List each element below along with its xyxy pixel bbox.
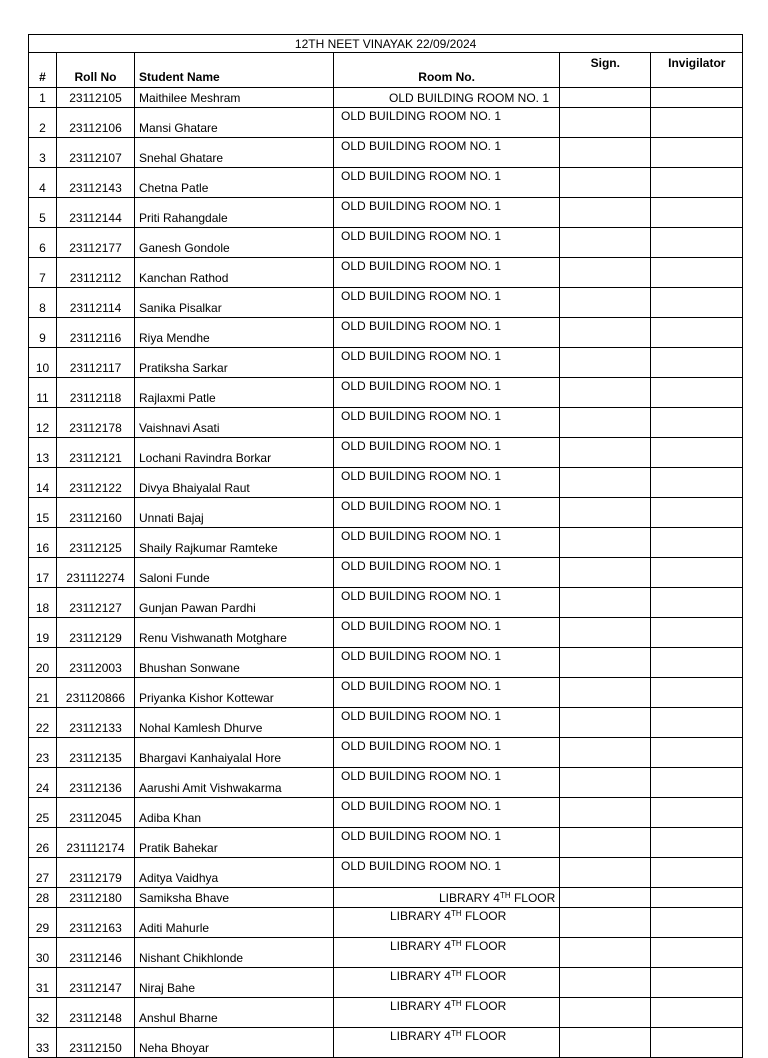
room-label-ordinal: TH — [499, 890, 511, 900]
header-invigilator: Invigilator — [651, 53, 743, 88]
row-number: 2 — [29, 108, 57, 138]
table-row — [29, 888, 743, 908]
room-label-ordinal: TH — [450, 909, 462, 918]
room-label-prefix: LIBRARY 4 — [390, 969, 451, 983]
sign-cell — [560, 378, 651, 408]
row-number: 32 — [29, 998, 57, 1028]
sign-cell — [560, 498, 651, 528]
roll-no: 23112178 — [57, 408, 135, 438]
table-row — [29, 498, 743, 528]
sign-cell — [560, 138, 651, 168]
table-row — [29, 348, 743, 378]
sign-cell — [560, 408, 651, 438]
invigilator-cell — [651, 528, 743, 558]
room-label: OLD BUILDING ROOM NO. 1 — [341, 619, 502, 633]
sign-cell — [560, 618, 651, 648]
room-no — [334, 258, 560, 288]
sign-cell — [560, 528, 651, 558]
row-number: 15 — [29, 498, 57, 528]
sign-cell — [560, 258, 651, 288]
row-number: 27 — [29, 858, 57, 888]
row-number: 10 — [29, 348, 57, 378]
table-row — [29, 968, 743, 998]
room-no — [334, 1028, 560, 1058]
room-no — [334, 348, 560, 378]
roll-no: 231112174 — [57, 828, 135, 858]
invigilator-cell — [651, 198, 743, 228]
sign-cell — [560, 228, 651, 258]
sign-cell — [560, 738, 651, 768]
student-name: Nishant Chikhlonde — [135, 938, 334, 968]
roll-no: 23112117 — [57, 348, 135, 378]
row-number: 5 — [29, 198, 57, 228]
table-row — [29, 938, 743, 968]
row-number: 8 — [29, 288, 57, 318]
sign-cell — [560, 1028, 651, 1058]
room-no — [334, 138, 560, 168]
invigilator-cell — [651, 138, 743, 168]
sign-cell — [560, 828, 651, 858]
roll-no: 23112148 — [57, 998, 135, 1028]
table-row — [29, 318, 743, 348]
room-label-suffix: FLOOR — [461, 969, 507, 983]
row-number: 28 — [29, 888, 57, 908]
table-row — [29, 618, 743, 648]
roll-no: 23112045 — [57, 798, 135, 828]
room-no — [334, 228, 560, 258]
row-number: 18 — [29, 588, 57, 618]
student-name: Bhargavi Kanhaiyalal Hore — [135, 738, 334, 768]
roll-no: 23112150 — [57, 1028, 135, 1058]
row-number: 19 — [29, 618, 57, 648]
invigilator-cell — [651, 288, 743, 318]
table-row — [29, 88, 743, 108]
sign-cell — [560, 468, 651, 498]
row-number: 33 — [29, 1028, 57, 1058]
roll-no: 23112180 — [57, 888, 135, 908]
table-row — [29, 588, 743, 618]
roll-no: 23112179 — [57, 858, 135, 888]
row-number: 23 — [29, 738, 57, 768]
invigilator-cell — [651, 708, 743, 738]
student-name: Riya Mendhe — [135, 318, 334, 348]
table-row — [29, 378, 743, 408]
roll-no: 23112136 — [57, 768, 135, 798]
table-row — [29, 468, 743, 498]
row-number: 6 — [29, 228, 57, 258]
student-name: Mansi Ghatare — [135, 108, 334, 138]
roll-no: 23112118 — [57, 378, 135, 408]
invigilator-cell — [651, 968, 743, 998]
room-no — [334, 558, 560, 588]
invigilator-cell — [651, 828, 743, 858]
invigilator-cell — [651, 798, 743, 828]
roll-no: 23112163 — [57, 908, 135, 938]
student-name: Snehal Ghatare — [135, 138, 334, 168]
room-label-ordinal: TH — [450, 1029, 462, 1038]
room-label: OLD BUILDING ROOM NO. 1 — [341, 799, 502, 813]
room-label: OLD BUILDING ROOM NO. 1 — [341, 169, 502, 183]
roll-no: 23112116 — [57, 318, 135, 348]
title-row — [29, 35, 743, 53]
room-no — [334, 888, 560, 908]
table-row — [29, 708, 743, 738]
row-number: 17 — [29, 558, 57, 588]
header-roll-no: Roll No — [57, 53, 135, 88]
invigilator-cell — [651, 738, 743, 768]
sign-cell — [560, 768, 651, 798]
row-number: 4 — [29, 168, 57, 198]
room-label: OLD BUILDING ROOM NO. 1 — [341, 229, 502, 243]
student-name: Priti Rahangdale — [135, 198, 334, 228]
header-row — [29, 53, 743, 88]
student-name: Ganesh Gondole — [135, 228, 334, 258]
room-no — [334, 618, 560, 648]
student-name: Nohal Kamlesh Dhurve — [135, 708, 334, 738]
student-name: Lochani Ravindra Borkar — [135, 438, 334, 468]
room-no — [334, 408, 560, 438]
invigilator-cell — [651, 938, 743, 968]
student-name: Chetna Patle — [135, 168, 334, 198]
table-row — [29, 138, 743, 168]
student-name: Neha Bhoyar — [135, 1028, 334, 1058]
room-label-suffix: FLOOR — [510, 890, 556, 905]
room-no — [334, 738, 560, 768]
student-name: Saloni Funde — [135, 558, 334, 588]
roll-no: 23112106 — [57, 108, 135, 138]
invigilator-cell — [651, 648, 743, 678]
invigilator-cell — [651, 768, 743, 798]
row-number: 1 — [29, 88, 57, 108]
sign-cell — [560, 708, 651, 738]
sign-cell — [560, 908, 651, 938]
sign-cell — [560, 108, 651, 138]
room-no — [334, 968, 560, 998]
room-no — [334, 108, 560, 138]
row-number: 16 — [29, 528, 57, 558]
room-label: OLD BUILDING ROOM NO. 1 — [341, 379, 502, 393]
room-no — [334, 528, 560, 558]
table-row — [29, 528, 743, 558]
invigilator-cell — [651, 88, 743, 108]
sign-cell — [560, 998, 651, 1028]
roll-no: 23112135 — [57, 738, 135, 768]
invigilator-cell — [651, 318, 743, 348]
roll-no: 23112177 — [57, 228, 135, 258]
sign-cell — [560, 858, 651, 888]
table-row — [29, 108, 743, 138]
room-no — [334, 378, 560, 408]
row-number: 31 — [29, 968, 57, 998]
student-name: Vaishnavi Asati — [135, 408, 334, 438]
room-label: OLD BUILDING ROOM NO. 1 — [341, 409, 502, 423]
roll-no: 23112121 — [57, 438, 135, 468]
sign-cell — [560, 88, 651, 108]
roll-no: 23112133 — [57, 708, 135, 738]
student-name: Priyanka Kishor Kottewar — [135, 678, 334, 708]
room-label — [338, 909, 506, 923]
room-label: OLD BUILDING ROOM NO. 1 — [341, 589, 502, 603]
room-label-ordinal: TH — [450, 939, 462, 948]
room-label: OLD BUILDING ROOM NO. 1 — [341, 139, 502, 153]
row-number: 11 — [29, 378, 57, 408]
roll-no: 23112125 — [57, 528, 135, 558]
table-row — [29, 408, 743, 438]
sign-cell — [560, 678, 651, 708]
table-row — [29, 648, 743, 678]
student-name: Pratik Bahekar — [135, 828, 334, 858]
room-label: OLD BUILDING ROOM NO. 1 — [341, 499, 502, 513]
student-name: Shaily Rajkumar Ramteke — [135, 528, 334, 558]
invigilator-cell — [651, 498, 743, 528]
student-name: Bhushan Sonwane — [135, 648, 334, 678]
room-label-prefix: LIBRARY 4 — [390, 939, 451, 953]
sign-cell — [560, 648, 651, 678]
row-number: 14 — [29, 468, 57, 498]
room-label-prefix: LIBRARY 4 — [390, 999, 451, 1013]
table-row — [29, 558, 743, 588]
room-label: OLD BUILDING ROOM NO. 1 — [341, 529, 502, 543]
room-no — [334, 768, 560, 798]
table-row — [29, 858, 743, 888]
row-number: 21 — [29, 678, 57, 708]
table-row — [29, 1028, 743, 1058]
sign-cell — [560, 168, 651, 198]
student-name: Adiba Khan — [135, 798, 334, 828]
sign-cell — [560, 288, 651, 318]
table-row — [29, 738, 743, 768]
invigilator-cell — [651, 108, 743, 138]
invigilator-cell — [651, 408, 743, 438]
room-label: OLD BUILDING ROOM NO. 1 — [341, 769, 502, 783]
table-row — [29, 438, 743, 468]
header-room-no: Room No. — [334, 53, 560, 88]
invigilator-cell — [651, 558, 743, 588]
room-no — [334, 198, 560, 228]
invigilator-cell — [651, 678, 743, 708]
room-label: OLD BUILDING ROOM NO. 1 — [341, 739, 502, 753]
room-label — [338, 1029, 506, 1043]
room-label: OLD BUILDING ROOM NO. 1 — [341, 649, 502, 663]
sign-cell — [560, 798, 651, 828]
room-no — [334, 288, 560, 318]
room-no — [334, 858, 560, 888]
room-no — [334, 908, 560, 938]
invigilator-cell — [651, 258, 743, 288]
student-name: Renu Vishwanath Motghare — [135, 618, 334, 648]
room-no — [334, 88, 560, 108]
roll-no: 23112107 — [57, 138, 135, 168]
row-number: 13 — [29, 438, 57, 468]
table-row — [29, 998, 743, 1028]
sign-cell — [560, 198, 651, 228]
room-label-suffix: FLOOR — [461, 999, 507, 1013]
room-label: OLD BUILDING ROOM NO. 1 — [341, 439, 502, 453]
room-no — [334, 828, 560, 858]
room-no — [334, 798, 560, 828]
table-row — [29, 768, 743, 798]
sign-cell — [560, 318, 651, 348]
student-name: Aditya Vaidhya — [135, 858, 334, 888]
room-label-suffix: FLOOR — [461, 909, 507, 923]
roll-no: 23112122 — [57, 468, 135, 498]
table-row — [29, 828, 743, 858]
roll-no: 23112114 — [57, 288, 135, 318]
room-no — [334, 468, 560, 498]
student-name: Gunjan Pawan Pardhi — [135, 588, 334, 618]
student-name: Anshul Bharne — [135, 998, 334, 1028]
sign-cell — [560, 888, 651, 908]
invigilator-cell — [651, 168, 743, 198]
room-label — [338, 891, 555, 905]
room-no — [334, 708, 560, 738]
student-name: Sanika Pisalkar — [135, 288, 334, 318]
room-no — [334, 168, 560, 198]
table-row — [29, 228, 743, 258]
invigilator-cell — [651, 618, 743, 648]
room-label: OLD BUILDING ROOM NO. 1 — [341, 289, 502, 303]
room-no — [334, 588, 560, 618]
room-label-ordinal: TH — [450, 999, 462, 1008]
invigilator-cell — [651, 908, 743, 938]
room-label: OLD BUILDING ROOM NO. 1 — [341, 259, 502, 273]
room-no — [334, 438, 560, 468]
room-label-prefix: LIBRARY 4 — [390, 909, 451, 923]
row-number: 3 — [29, 138, 57, 168]
room-no — [334, 318, 560, 348]
seating-table — [28, 34, 743, 1058]
row-number: 25 — [29, 798, 57, 828]
header-student-name: Student Name — [135, 53, 334, 88]
invigilator-cell — [651, 888, 743, 908]
room-label-prefix: LIBRARY 4 — [439, 890, 500, 905]
room-label: OLD BUILDING ROOM NO. 1 — [341, 679, 502, 693]
sheet-title: 12TH NEET VINAYAK 22/09/2024 — [29, 35, 743, 53]
roll-no: 23112146 — [57, 938, 135, 968]
student-name: Pratiksha Sarkar — [135, 348, 334, 378]
roll-no: 23112143 — [57, 168, 135, 198]
row-number: 22 — [29, 708, 57, 738]
sign-cell — [560, 348, 651, 378]
room-no — [334, 938, 560, 968]
sign-cell — [560, 558, 651, 588]
roll-no: 231112274 — [57, 558, 135, 588]
room-label: OLD BUILDING ROOM NO. 1 — [341, 709, 502, 723]
room-no — [334, 498, 560, 528]
student-name: Rajlaxmi Patle — [135, 378, 334, 408]
roll-no: 23112147 — [57, 968, 135, 998]
room-label — [338, 939, 506, 953]
room-label-suffix: FLOOR — [461, 939, 507, 953]
student-name: Maithilee Meshram — [135, 88, 334, 108]
room-label: OLD BUILDING ROOM NO. 1 — [341, 199, 502, 213]
student-name: Niraj Bahe — [135, 968, 334, 998]
header-sign: Sign. — [560, 53, 651, 88]
header-number: # — [29, 53, 57, 88]
room-label: OLD BUILDING ROOM NO. 1 — [389, 90, 550, 105]
room-label-suffix: FLOOR — [461, 1029, 507, 1043]
invigilator-cell — [651, 858, 743, 888]
room-no — [334, 678, 560, 708]
row-number: 9 — [29, 318, 57, 348]
student-name: Samiksha Bhave — [135, 888, 334, 908]
sign-cell — [560, 588, 651, 618]
table-row — [29, 678, 743, 708]
table-row — [29, 798, 743, 828]
roll-no: 23112105 — [57, 88, 135, 108]
room-label: OLD BUILDING ROOM NO. 1 — [341, 859, 502, 873]
student-name: Divya Bhaiyalal Raut — [135, 468, 334, 498]
table-row — [29, 258, 743, 288]
row-number: 12 — [29, 408, 57, 438]
table-row — [29, 168, 743, 198]
row-number: 30 — [29, 938, 57, 968]
student-name: Aditi Mahurle — [135, 908, 334, 938]
roll-no: 23112144 — [57, 198, 135, 228]
sign-cell — [560, 968, 651, 998]
roll-no: 23112129 — [57, 618, 135, 648]
invigilator-cell — [651, 378, 743, 408]
table-row — [29, 908, 743, 938]
room-no — [334, 998, 560, 1028]
roll-no: 23112112 — [57, 258, 135, 288]
invigilator-cell — [651, 228, 743, 258]
student-name: Unnati Bajaj — [135, 498, 334, 528]
roll-no: 23112127 — [57, 588, 135, 618]
row-number: 29 — [29, 908, 57, 938]
roll-no: 231120866 — [57, 678, 135, 708]
room-no — [334, 648, 560, 678]
room-label — [338, 969, 506, 983]
invigilator-cell — [651, 588, 743, 618]
student-name: Aarushi Amit Vishwakarma — [135, 768, 334, 798]
table-row — [29, 288, 743, 318]
room-label-prefix: LIBRARY 4 — [390, 1029, 451, 1043]
room-label: OLD BUILDING ROOM NO. 1 — [341, 469, 502, 483]
roll-no: 23112160 — [57, 498, 135, 528]
invigilator-cell — [651, 438, 743, 468]
room-label: OLD BUILDING ROOM NO. 1 — [341, 349, 502, 363]
row-number: 7 — [29, 258, 57, 288]
invigilator-cell — [651, 468, 743, 498]
room-label — [338, 999, 506, 1013]
sign-cell — [560, 938, 651, 968]
invigilator-cell — [651, 1028, 743, 1058]
room-label-ordinal: TH — [450, 969, 462, 978]
row-number: 20 — [29, 648, 57, 678]
table-row — [29, 198, 743, 228]
row-number: 26 — [29, 828, 57, 858]
room-label: OLD BUILDING ROOM NO. 1 — [341, 319, 502, 333]
invigilator-cell — [651, 998, 743, 1028]
sign-cell — [560, 438, 651, 468]
room-label: OLD BUILDING ROOM NO. 1 — [341, 109, 502, 123]
student-name: Kanchan Rathod — [135, 258, 334, 288]
invigilator-cell — [651, 348, 743, 378]
room-label: OLD BUILDING ROOM NO. 1 — [341, 829, 502, 843]
room-label: OLD BUILDING ROOM NO. 1 — [341, 559, 502, 573]
row-number: 24 — [29, 768, 57, 798]
roll-no: 23112003 — [57, 648, 135, 678]
